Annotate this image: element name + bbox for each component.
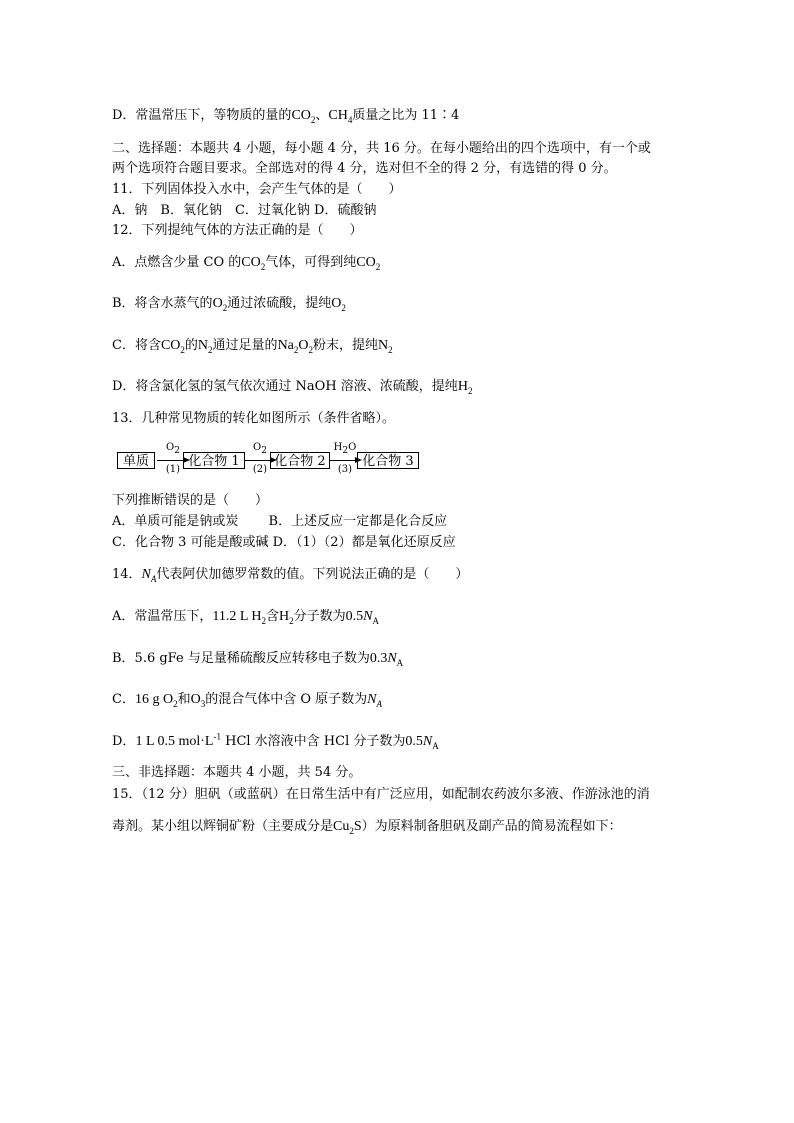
- q11-options: A．钠 B．氧化钠 C．过氧化钠 D．硫酸钠: [112, 203, 377, 218]
- q14-option-b: B．5.6 gFe 与足量稀硫酸反应转移电子数为$0.3N_A$: [112, 651, 404, 668]
- q14-option-a: A．常温常压下，11.2 L $H_2$含$H_2$分子数为$0.5N_A$: [112, 609, 380, 626]
- arrow-2-reagent: $O_2$: [253, 442, 267, 456]
- q13-conversion-diagram: [117, 442, 427, 478]
- q14-stem: 14．$N_A$代表阿伏加德罗常数的值。下列说法正确的是（ ）: [112, 567, 469, 584]
- formula-ch4: $CH_4$: [328, 108, 353, 125]
- q13-stem: 13．几种常见物质的转化如图所示（条件省略）。: [112, 411, 396, 426]
- q14-option-d: D．1 L 0.5 $mol\cdot L^{-1}$ HCl 水溶液中含 HCl 分子数为$0.5N_A$: [112, 731, 439, 751]
- arrow-1-reagent: $O_2$: [166, 442, 180, 456]
- arrow-1-step: (1): [165, 464, 181, 475]
- section2-header-line1: 二、选择题：本题共 4 小题，每小题 4 分，共 16 分。在每小题给出的四个选项中，有一个或: [112, 141, 651, 156]
- q10-option-d: D．常温常压下，等物质的量的$CO_2$、$CH_4$质量之比为 11∶4: [112, 108, 460, 125]
- q15-line2: 毒剂。某小组以辉铜矿粉（主要成分是$Cu_2S$）为原料制备胆矾及副产品的简易流程如下：: [112, 819, 622, 836]
- arrow-3-step: (3): [337, 464, 353, 475]
- diagram-node-compound-2: 化合物 2: [270, 452, 330, 469]
- section2-header-line2: 两个选项符合题目要求。全部选对的得 4 分，选对但不全的得 2 分，有选错的得 0 分。: [112, 161, 617, 176]
- q14-option-c: C．16 g $O_2$和$O_3$的混合气体中含 O 原子数为$N_A$: [112, 692, 382, 709]
- q12-stem: 12．下列提纯气体的方法正确的是（ ）: [112, 223, 363, 238]
- q13-options-ab: A．单质可能是钠或炭 B．上述反应一定都是化合反应: [112, 514, 448, 529]
- formula-co2: $CO_2$: [291, 108, 316, 125]
- q12-option-d: D．将含氯化氢的氢气依次通过 NaOH 溶液、浓硫酸，提纯$H_2$: [112, 379, 473, 396]
- diagram-node-element: 单质: [117, 452, 155, 469]
- q12-option-c: C．将含$CO_2$的$N_2$通过足量的$Na_2O_2$粉末，提纯$N_2$: [112, 338, 393, 355]
- diagram-node-compound-1: 化合物 1: [183, 452, 245, 469]
- q12-option-a: A．点燃含少量 CO 的$CO_2$气体，可得到纯$CO_2$: [112, 255, 381, 272]
- q12-option-b: B．将含水蒸气的$O_2$通过浓硫酸，提纯$O_2$: [112, 296, 346, 313]
- q13-options-cd: C．化合物 3 可能是酸或碱 D．（1）（2）都是氧化还原反应: [112, 535, 456, 550]
- q11-stem: 11．下列固体投入水中，会产生气体的是（ ）: [112, 182, 402, 197]
- section3-header: 三、非选择题：本题共 4 小题，共 54 分。: [112, 765, 362, 780]
- arrow-2-step: (2): [252, 464, 268, 475]
- q13-ask: 下列推断错误的是（ ）: [112, 493, 269, 508]
- diagram-node-compound-3: 化合物 3: [357, 452, 419, 469]
- q15-line1: 15．（12 分）胆矾（或蓝矾）在日常生活中有广泛应用，如配制农药波尔多液、作游泳池的消: [112, 787, 650, 802]
- arrow-3-reagent: $H_2O$: [333, 442, 357, 456]
